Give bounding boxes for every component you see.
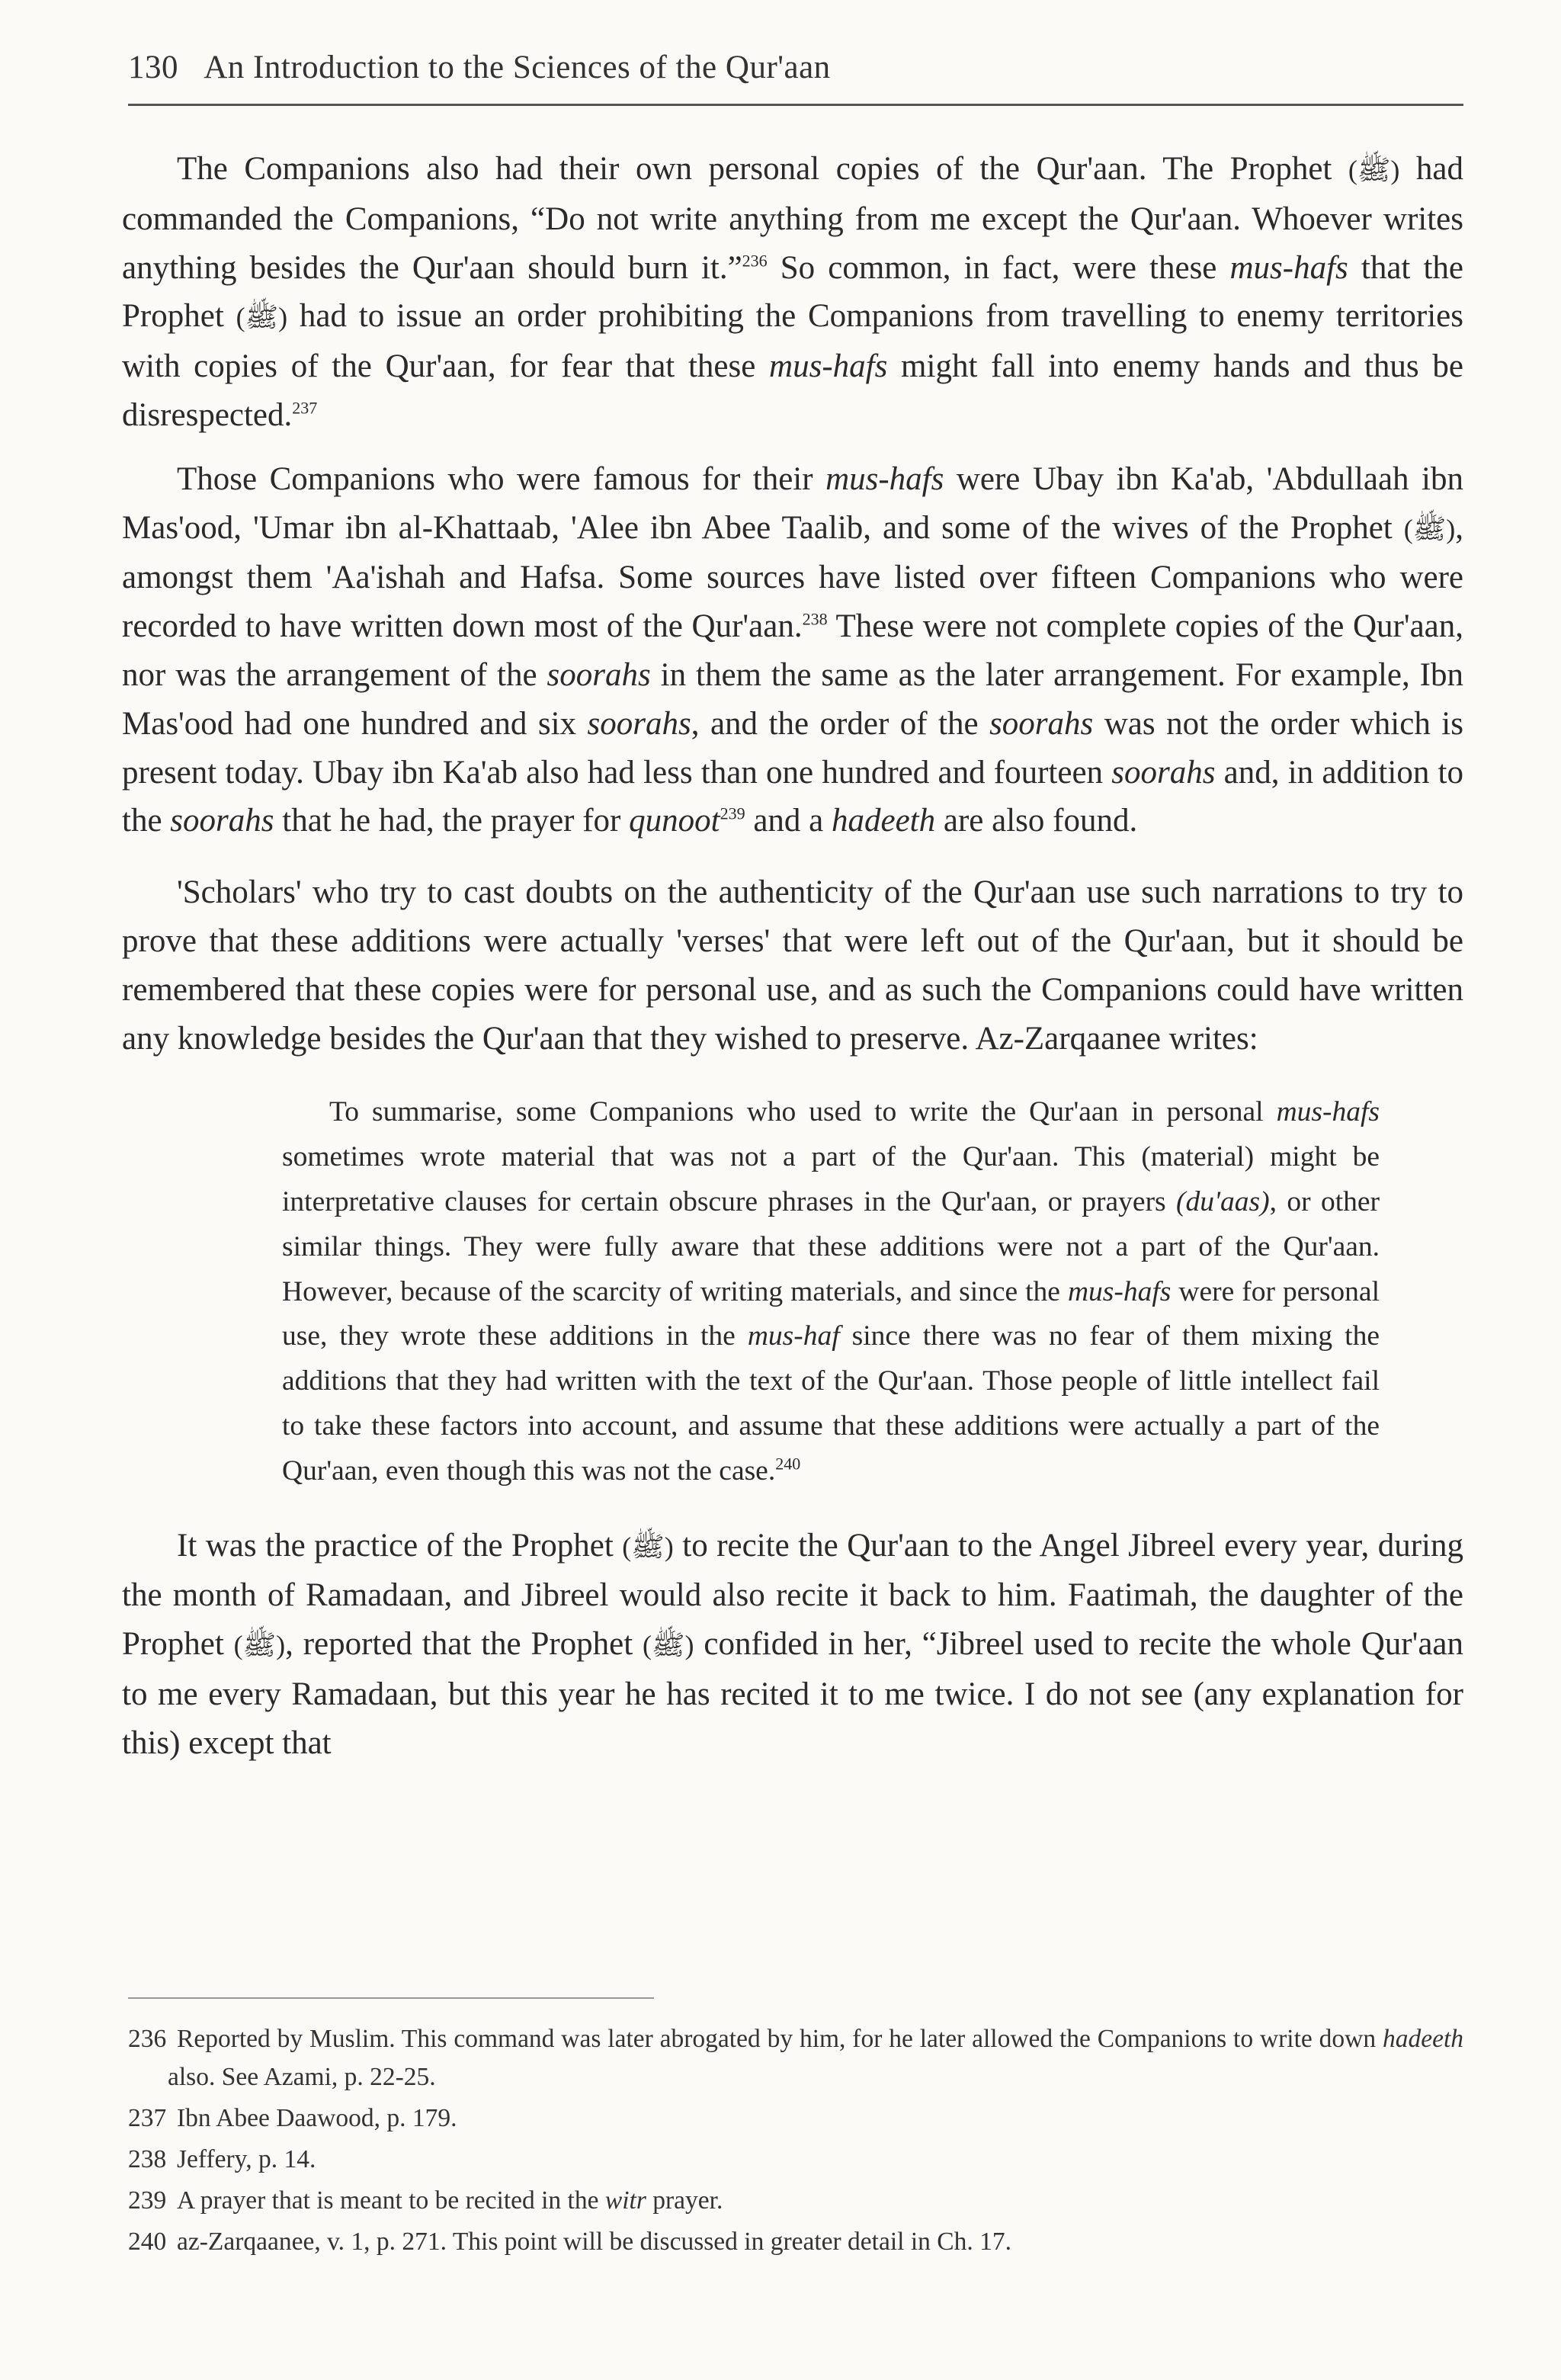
running-title: An Introduction to the Sciences of the Qur'aan	[204, 50, 831, 85]
footnotes	[128, 2020, 1463, 2264]
footnote-ref: 240	[775, 1454, 801, 1474]
salutation-glyph: (ﷺ)	[233, 1630, 286, 1661]
salutation-glyph: (ﷺ)	[622, 1531, 674, 1562]
footnote-ref: 239	[720, 804, 745, 824]
main-text	[122, 145, 1463, 1768]
running-header	[128, 49, 1463, 86]
footnote-237: 237 Ibn Abee Daawood, p. 179.	[128, 2104, 457, 2132]
paragraph-4: It was the practice of the Prophet (ﷺ) to recite the Qur'aan to the Angel Jibreel every year, during the month of Ramadaan, and Jibreel would also recite it back to him. Faatimah, the daughter of the Prophet (ﷺ), reported that the Prophet (ﷺ) confided in her, “Jibreel used to recite the whole Qur'aan to me every Ramadaan, but this year he has recited it to me twice. I do not see (any explanation for this) except that	[122, 1527, 1463, 1761]
paragraph-3: 'Scholars' who try to cast doubts on the authenticity of the Qur'aan use such narrations to try to prove that these additions were actually 'verses' that were left out of the Qur'aan, but it should be remembered that these copies were for personal use, and as such the Companions could have written any knowledge besides the Qur'aan that they wished to preserve. Az-Zarqaanee writes:	[122, 874, 1463, 1057]
footnote-ref: 238	[802, 609, 828, 629]
paragraph-2: Those Companions who were famous for their mus-hafs were Ubay ibn Ka'ab, 'Abdullaah ibn Mas'ood, 'Umar ibn al-Khattaab, 'Alee ibn Abee Taalib, and some of the wives of the Prophet (ﷺ), amongst them 'Aa'ishah and Hafsa. Some sources have listed over fifteen Companions who were recorded to have written down most of the Qur'aan.$^{238}$ These were not complete copies of the Qur'aan, nor was the arrangement of the soorahs in them the same as the later arrangement. For example, Ibn Mas'ood had one hundred and six soorahs, and the order of the soorahs was not the order which is present today. Ubay ibn Ka'ab also had less than one hundred and fourteen soorahs and, in addition to the soorahs that he had, the prayer for qunoot$^{239}$ and a hadeeth are also found.	[122, 460, 1463, 839]
salutation-glyph: (ﷺ)	[1403, 513, 1456, 544]
footnote-239: 239 A prayer that is meant to be recited in the witr prayer.	[128, 2186, 723, 2215]
block-quote	[282, 1090, 1380, 1493]
salutation-glyph: (ﷺ)	[236, 302, 288, 333]
salutation-glyph: (ﷺ)	[643, 1630, 694, 1661]
salutation-glyph: (ﷺ)	[1348, 155, 1400, 185]
header-rule	[128, 104, 1463, 106]
page-number: 130	[128, 50, 178, 85]
footnote-240: 240 az-Zarqaanee, v. 1, p. 271. This point will be discussed in greater detail in Ch. 17.	[128, 2228, 1011, 2256]
footnote-rule	[128, 1997, 654, 1999]
footnote-ref: 236	[742, 251, 768, 271]
footnote-ref: 237	[292, 398, 318, 418]
quote-text: To summarise, some Companions who used to write the Qur'aan in personal mus-hafs sometimes wrote material that was not a part of the Qur'aan. This (material) might be interpretative clauses for certain obscure phrases in the Qur'aan, or prayers (du'aas), or other similar things. They were fully aware that these additions were not a part of the Qur'aan. However, because of the scarcity of writing materials, and since the mus-hafs were for personal use, they wrote these additions in the mus-haf since there was no fear of them mixing the additions that they had written with the text of the Qur'aan. Those people of little intellect fail to take these factors into account, and assume that these additions were actually a part of the Qur'aan, even though this was not the case.$^{240}$	[282, 1096, 1380, 1487]
footnote-236: 236 Reported by Muslim. This command was later abrogated by him, for he later allowed the Companions to write down hadeeth also. See Azami, p. 22-25.	[128, 2025, 1463, 2091]
footnote-238: 238 Jeffery, p. 14.	[128, 2145, 316, 2173]
paragraph-1: The Companions also had their own personal copies of the Qur'aan. The Prophet (ﷺ) had commanded the Companions, “Do not write anything from me except the Qur'aan. Whoever writes anything besides the Qur'aan should burn it.”$^{236}$ So common, in fact, were these mus-hafs that the Prophet (ﷺ) had to issue an order prohibiting the Companions from travelling to enemy territories with copies of the Qur'aan, for fear that these mus-hafs might fall into enemy hands and thus be disrespected.$^{237}$	[122, 151, 1463, 433]
